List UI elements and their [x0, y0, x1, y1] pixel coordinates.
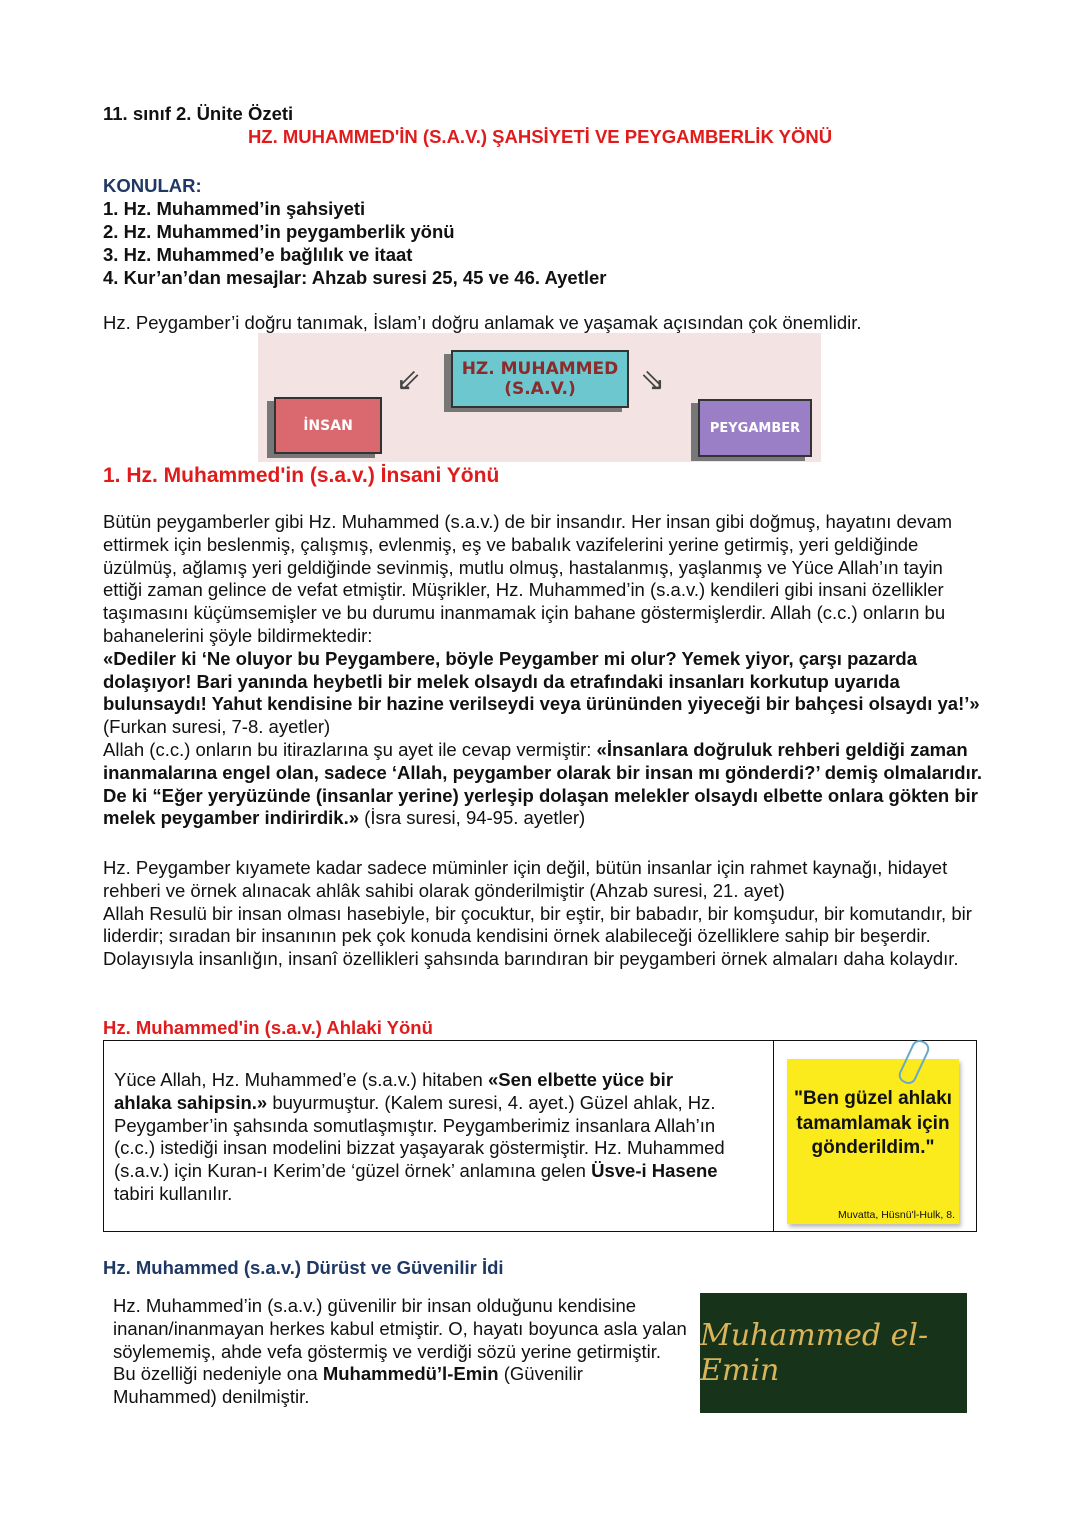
arrow-down-left-icon: ⇙ [396, 363, 422, 398]
arrow-down-right-icon: ⇘ [640, 363, 666, 398]
muhammed-el-emin-image [700, 1293, 967, 1413]
diagram-center-block [451, 350, 629, 408]
paragraph-text: Hz. Peygamber kıyamete kadar sadece müminler için değil, bütün insanlar için rahmet kaynağı, hidayet rehberi ve örnek alınacak ahlâk sahibi olarak gönderilmiştir (Ahzab suresi, 21. ayet) [103, 857, 948, 901]
furkan-quote: «Dediler ki ‘Ne oluyor bu Peygambere, böyle Peygamber mi olur? Yemek yiyor, çarşı pazarda dolaşıyor! Bari yanında heybetli bir melek olsaydı da etrafındaki insanları korkutup uyarıda bulunsaydı! Yahut kendisine bir hazine verilseydi veya ürününden yiyeceği bir bahçesi olsaydı ya!’» [103, 647, 980, 715]
insani-paragraph [103, 511, 983, 830]
diagram-center-line2: (S.A.V.) [504, 379, 576, 399]
paragraph-text: Allah Resulü bir insan olması hasebiyle, bir çocuktur, bir eştir, bir babadır, bir komşudur, bir komutandır, bir liderdir; sıradan bir insanının pek çok konuda kendisini örnek alabileceği özelliklere sahip bir beşerdir. Dolayısıyla insanlığın, insanî özellikleri şahsında barındıran bir peygamberi örnek almaları daha kolaydır. [103, 902, 972, 970]
section-heading-emin: Hz. Muhammed (s.a.v.) Dürüst ve Güvenilir İdi [103, 1257, 504, 1278]
note-quote: "Ben güzel ahlakı tamamlamak için gönderildim." [794, 1088, 952, 1158]
emin-text [113, 1295, 688, 1409]
topic-item: 2. Hz. Muhammed’in peygamberlik yönü [103, 221, 455, 242]
paragraph-text: (Güvenilir Muhammed) denilmiştir. [113, 1363, 583, 1408]
section-heading-insani: 1. Hz. Muhammed'in (s.a.v.) İnsani Yönü [103, 464, 500, 487]
topic-item: 1. Hz. Muhammed’in şahsiyeti [103, 198, 366, 219]
box-divider [773, 1041, 774, 1231]
insan-peygamber-diagram [258, 333, 821, 462]
isra-quote: «İnsanlara doğruluk rehberi geldiği zaman inanmalarına engel olan, sadece ‘Allah, peygamber olarak bir insan mı gönderdi?’ demiş olmalarıdır. De ki “Eğer yeryüzünde (insanlar yerine) yerleşip dolaşan melekler olsaydı elbette onlara gökten bir melek peygamber indirirdik.» [103, 738, 983, 829]
sticky-note [787, 1059, 959, 1224]
topic-item: 3. Hz. Muhammed’e bağlılık ve itaat [103, 244, 413, 265]
intro-text: Hz. Peygamber’i doğru tanımak, İslam’ı doğru anlamak ve yaşamak açısından çok önemlidir. [103, 312, 862, 333]
paragraph-text: Yüce Allah, Hz. Muhammed’e (s.a.v.) hitaben [114, 1069, 488, 1090]
paragraph-text: buyurmuştur. (Kalem suresi, 4. ayet.) Güzel ahlak, Hz. Peygamber’in şahsında somutlaşmıştır. Peygamberimiz insanlara Allah’ın (c.c.) istediği insan modelini bizzat yaşayarak göstermiştir. Hz. Muhammed (s.a.v.) için Kuran-ı Kerim’de ‘güzel örnek’ anlamına gelen [114, 1091, 725, 1182]
kalem-quote: «Sen elbette yüce bir ahlaka sahipsin.» [114, 1069, 674, 1113]
topics-list [103, 174, 607, 289]
main-title: HZ. MUHAMMED'İN (S.A.V.) ŞAHSİYETİ VE PEYGAMBERLİK YÖNÜ [247, 126, 833, 147]
note-source: Muvatta, Hüsnü'l-Hulk, 8. [838, 1209, 955, 1221]
furkan-citation: (Furkan suresi, 7-8. ayetler) [103, 716, 331, 738]
diagram-center-line1: HZ. MUHAMMED [461, 359, 619, 379]
diagram-left-block: İNSAN [274, 397, 382, 454]
topics-label: KONULAR: [103, 175, 202, 196]
paragraph-text: tabiri kullanılır. [114, 1182, 233, 1204]
unit-title: 11. sınıf 2. Ünite Özeti [103, 103, 294, 124]
ahlak-text [114, 1069, 734, 1206]
section-heading-ahlak: Hz. Muhammed'in (s.a.v.) Ahlaki Yönü [103, 1017, 433, 1038]
usve-i-hasene-term: Üsve-i Hasene [591, 1160, 718, 1182]
diagram-right-block: PEYGAMBER [698, 399, 812, 457]
isra-citation: (İsra suresi, 94-95. ayetler) [359, 807, 586, 829]
calligraphy-text: Muhammed el-Emin [700, 1318, 929, 1388]
rahmet-paragraph [103, 857, 983, 971]
paragraph-text: Allah (c.c.) onların bu itirazlarına şu ayet ile cevap vermiştir: [103, 738, 597, 760]
paragraph-text: Hz. Muhammed’in (s.a.v.) güvenilir bir insan olduğunu kendisine inanan/inanmayan herkes kabul etmiştir. O, hayatı boyunca asla yalan söylememiş, ahde vefa göstermiş ve verdiği sözü yerine getirmiştir. Bu özelliği nedeniyle ona [113, 1295, 687, 1385]
ahlak-box [103, 1040, 977, 1232]
paragraph-text: Bütün peygamberler gibi Hz. Muhammed (s.a.v.) de bir insandır. Her insan gibi doğmuş, hayatını devam ettirmek için beslenmiş, çalışmış, evlenmiş, eş ve babalık vazifelerini yerine getirmiş, yeri geldiğinde üzülmüş, ağlamış yeri geldiğinde sevinmiş, mutlu olmuş, hastalanmış, yaşlanmış ve Yüce Allah’ın tayin ettiği zaman gelince de vefat etmiştir. Müşrikler, Hz. Muhammed’in (s.a.v.) kendileri gibi insani özellikler taşımasını küçümsemişler ve bu durumu inanmamak için bahane göstermişlerdir. Allah (c.c.) onların bu bahanelerini şöyle bildirmektedir: [103, 511, 953, 646]
muhammedul-emin-term: Muhammedü’l-Emin [322, 1363, 499, 1385]
topic-item: 4. Kur’an’dan mesajlar: Ahzab suresi 25, 45 ve 46. Ayetler [103, 267, 607, 288]
